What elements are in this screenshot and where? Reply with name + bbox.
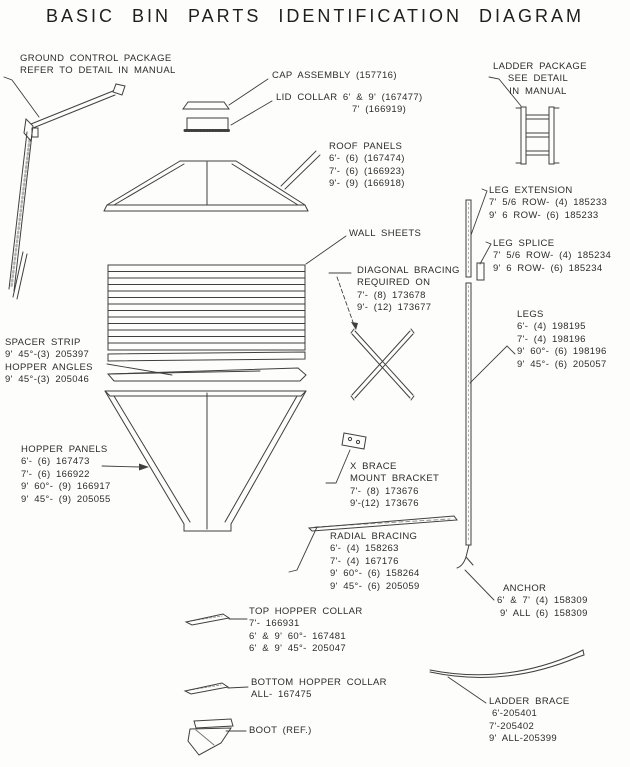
label-line: IN MANUAL: [509, 85, 567, 97]
label-hopper-angles: [5, 362, 93, 387]
label-line: RADIAL BRACING: [330, 531, 418, 542]
label-line: 9'- (9) (166918): [329, 178, 405, 190]
label-line: LEGS: [517, 309, 544, 320]
label-line: 6' & 9' 45°- 205047: [249, 643, 346, 655]
label-line: LEG SPLICE: [493, 238, 555, 249]
label-line: 9' 45°-(3) 205046: [5, 374, 90, 386]
label-line: 9' 60°- (6) 158264: [330, 568, 420, 580]
label-radial-bracing: [330, 531, 420, 593]
label-top-hopper-collar: [249, 606, 363, 656]
label-diagonal-bracing: [357, 265, 460, 315]
label-line: CAP ASSEMBLY (157716): [272, 70, 397, 81]
label-line: 9'-(12) 173676: [350, 498, 419, 510]
label-line: GROUND CONTROL PACKAGE: [20, 53, 172, 64]
label-boot: [249, 725, 312, 737]
label-line: BOTTOM HOPPER COLLAR: [251, 677, 387, 688]
boot-drawing: [188, 719, 233, 755]
label-ladder-brace: [489, 696, 570, 746]
diagonal-bracing-drawing: [351, 329, 414, 400]
label-ladder-package: [493, 61, 587, 98]
label-line: 6'-205401: [492, 708, 538, 720]
label-line: 6' & 7' (4) 158309: [497, 595, 588, 607]
label-anchor: [497, 583, 588, 620]
label-lid-collar: [276, 92, 423, 117]
label-line: LADDER BRACE: [489, 696, 570, 707]
label-line: MOUNT BRACKET: [350, 473, 440, 485]
wall-sheets-drawing: [108, 265, 305, 350]
anchor-drawing: [457, 545, 469, 568]
top-hopper-collar-drawing: [186, 614, 229, 625]
label-line: 6'- (4) 158263: [330, 543, 399, 555]
bottom-hopper-collar-drawing: [185, 683, 228, 694]
label-line: 9' 6 ROW- (6) 185233: [489, 209, 599, 221]
label-ground-control: [20, 53, 176, 78]
label-line: 6'- (4) 198195: [517, 321, 586, 333]
label-line: 9' 45°- (9) 205055: [21, 493, 111, 505]
label-spacer-strip: [5, 337, 89, 362]
label-line: 9' 6 ROW- (6) 185234: [493, 262, 603, 274]
page-title: BASIC BIN PARTS IDENTIFICATION DIAGRAM: [45, 6, 585, 26]
label-line: 6'- (6) 167473: [21, 456, 90, 468]
label-line: 7'- (6) 166922: [21, 468, 90, 480]
lid-collar-drawing: [185, 118, 230, 131]
label-line: SEE DETAIL: [507, 73, 569, 85]
label-line: 7'- 166931: [249, 618, 300, 630]
label-cap-assembly: [272, 70, 397, 82]
ladder-drawing: [516, 107, 559, 164]
label-line: 9' 45°- (6) 205057: [517, 358, 607, 370]
label-line: HOPPER ANGLES: [5, 362, 93, 373]
spacer-strip-drawing: [108, 352, 305, 361]
roof-panels-drawing: [104, 161, 308, 211]
label-line: 9' ALL (6) 158309: [500, 607, 588, 619]
label-line: LADDER PACKAGE: [493, 61, 587, 72]
leg-splice-drawing: [477, 263, 484, 280]
label-line: BOOT (REF.): [249, 725, 312, 736]
label-line: HOPPER PANELS: [21, 444, 108, 455]
label-line: 7'- (6) (166923): [329, 165, 405, 177]
label-line: 6'- (6) (167474): [329, 153, 405, 165]
label-x-brace: [350, 461, 439, 511]
label-line: 7'- (8) 173678: [357, 289, 426, 301]
label-line: TOP HOPPER COLLAR: [249, 606, 363, 617]
label-line: 7'- (4) 198196: [517, 333, 586, 345]
label-line: LEG EXTENSION: [489, 185, 573, 196]
label-line: 7'- (8) 173676: [350, 485, 419, 497]
label-line: 9' 60°- (6) 198196: [517, 346, 607, 358]
label-leg-splice: [493, 238, 611, 275]
cap-assembly-drawing: [183, 102, 229, 109]
label-legs: [517, 309, 607, 371]
radial-bracing-drawing: [309, 516, 457, 531]
label-line: 6' & 9' 60°- 167481: [249, 630, 346, 642]
hopper-angles-drawing: [108, 368, 306, 381]
label-line: REQUIRED ON: [357, 277, 431, 289]
label-line: 9' ALL-205399: [489, 733, 558, 745]
label-line: 9'- (12) 173677: [357, 302, 432, 314]
label-line: ROOF PANELS: [329, 141, 403, 152]
label-line: REFER TO DETAIL IN MANUAL: [20, 65, 176, 77]
label-line: ALL- 167475: [251, 689, 312, 701]
x-brace-bracket-drawing: [342, 433, 366, 449]
label-hopper-panels: [21, 444, 111, 506]
legs-drawing: [457, 200, 484, 568]
hopper-panels-drawing: [105, 391, 306, 531]
label-line: 9' 45°- (6) 205059: [330, 580, 420, 592]
label-bottom-hopper-collar: [251, 677, 387, 702]
label-leg-extension: [489, 185, 607, 222]
label-line: 7' 5/6 ROW- (4) 185234: [493, 250, 612, 262]
label-line: 7'-205402: [489, 720, 535, 732]
label-line: 7'- (4) 167176: [330, 555, 399, 567]
label-line: WALL SHEETS: [349, 228, 422, 239]
label-roof-panels: [329, 141, 405, 191]
label-line: X BRACE: [350, 461, 397, 472]
label-line: 9' 45°-(3) 205397: [5, 349, 90, 361]
label-line: DIAGONAL BRACING: [357, 265, 460, 276]
label-line: ANCHOR: [503, 583, 547, 594]
ladder-brace-drawing: [430, 650, 584, 677]
label-line: 7' 5/6 ROW- (4) 185233: [489, 197, 608, 209]
label-line: 9' 60°- (9) 166917: [21, 481, 111, 493]
label-line: LID COLLAR 6' & 9' (167477): [276, 92, 423, 103]
label-line: SPACER STRIP: [5, 337, 81, 348]
label-wall-sheets: [349, 228, 421, 240]
label-line: 7' (166919): [352, 104, 407, 116]
